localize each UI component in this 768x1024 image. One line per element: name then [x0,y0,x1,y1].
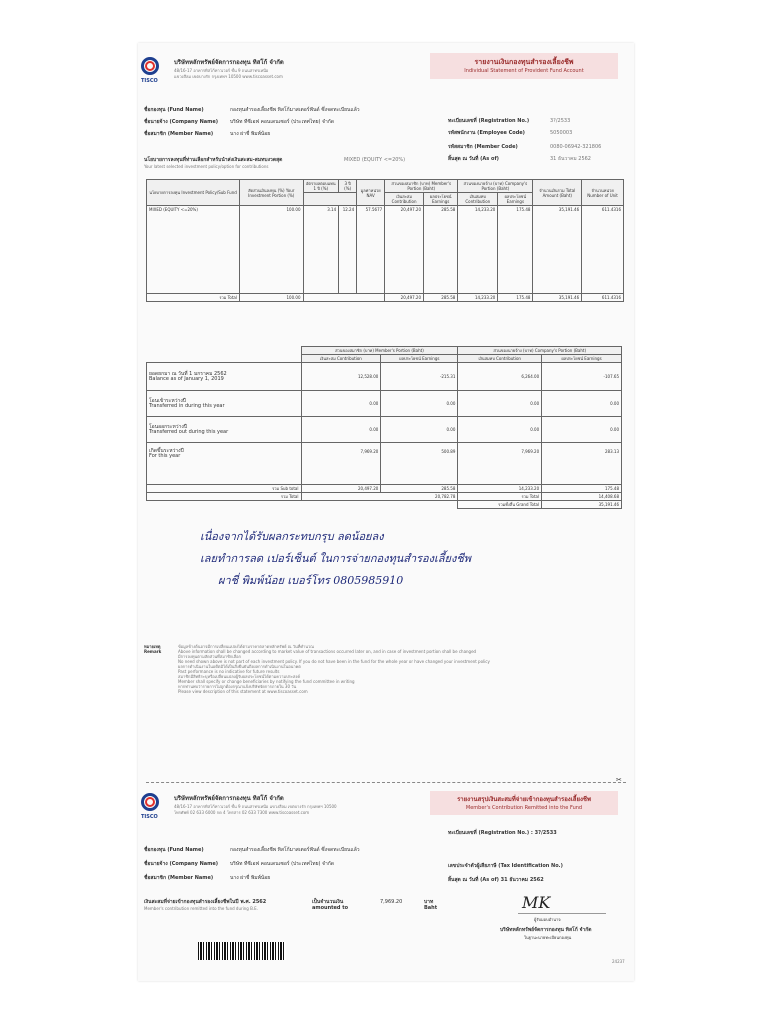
cell-company-contrib: 14,233.20 [458,206,498,294]
slip-title-th: รายงานสรุปเงินสะสมที่จ่ายเข้ากองทุนสำรองเลี้ยงชีพ [457,796,591,803]
row-label-th: เกิดขึ้นระหว่างปี [149,448,184,454]
company-address: 48/16-17 อาคารทิสโก้ทาวเวอร์ ชั้น 9 ถนนสาทรเหนือ [174,68,269,73]
cell-value: 0.00 [301,417,381,443]
cell-company-earn: 175.48 [498,206,533,294]
slip-member-value: นาง ผ่าชี่ พิมพ์น้อย [230,875,271,881]
member-code-label: รหัสสมาชิก (Member Code) [448,144,518,150]
cell-value: 0.00 [458,417,542,443]
cell-value: 500.89 [381,443,458,485]
summary-member-header: ส่วนของสมาชิก (บาท) Member's Portion (Baht) [301,347,458,355]
signer-label: ผู้รับมอบอำนาจ [534,917,561,922]
table-row [147,443,622,485]
total-units: 611.4316 [582,294,624,302]
remark-line: No need shown above is not part of each investment policy. If you do not have been in the fund for the whole year or have changed your investment policy [178,659,490,664]
cell-policy: MIXED (EQUITY <=20%) [147,206,240,294]
company-total-label: รวม Total [458,493,542,501]
total-label: รวม Total [147,294,240,302]
slip-amount: 7,969.20 [380,899,403,905]
subtotal-value: 14,233.20 [458,485,542,493]
remark-line: หากท่านพบว่ารายการไม่ถูกต้องกรุณาแจ้งบริษัทจัดการภายใน 30 วัน [178,684,297,689]
logo-text: TISCO [141,78,158,84]
cell-nav: 57.5677 [357,206,385,294]
cell-value: 0.00 [381,417,458,443]
slip-member-label: ชื่อสมาชิก (Member Name) [144,875,214,881]
table-row [147,206,624,294]
table-row [147,363,622,391]
row-label-en: For this year [149,453,181,459]
remarks-block [178,644,618,694]
total-company-earn: 175.48 [498,294,533,302]
row-label-th: ยอดยกมา ณ วันที่ 1 มกราคม 2562 [149,370,227,377]
member-total: 20,782.78 [301,493,458,501]
page-code: 24237 [612,959,625,964]
barcode-image [198,942,286,960]
remark-line: Past performance is no indicative for future results [178,669,280,674]
cell-portion: 100.00 [240,206,304,294]
summary-col-contrib2: เงินสมทบ Contribution [458,355,542,363]
company-name: บริษัทหลักทรัพย์จัดการกองทุน ทิสโก้ จำกัด [174,59,284,66]
slip-amount-label: เป็นจำนวนเงิน amounted to [312,899,349,911]
cell-value: 0.00 [542,391,622,417]
policy-value: MIXED (EQUITY <=20%) [344,157,406,163]
statement-title-en: Individual Statement of Provident Fund Account [464,68,584,74]
cell-return-3y: 12.24 [339,206,357,294]
total-member-earn: 285.58 [424,294,458,302]
employee-code-label: รหัสพนักงาน (Employee Code) [448,130,525,136]
total-portion: 100.00 [240,294,304,302]
investment-table [146,179,624,302]
row-label-en: Balance as of January 1, 2019 [149,375,224,382]
cell-value: -215.31 [381,363,458,391]
cell-value: 7,969.20 [458,443,542,485]
slip-asof: สิ้นสุด ณ วันที่ (As of) 31 ธันวาคม 2562 [448,877,544,883]
total-row [147,294,624,302]
cell-value: 0.00 [458,391,542,417]
employee-code-value: 5050003 [550,130,573,136]
remark-line: Member shall specify or change beneficiaries by notifying the fund committee in writing [178,679,355,684]
remark-line: สมาชิกมีสิทธิระบุหรือเปลี่ยนแปลงผู้รับผลประโยชน์ได้ตามความประสงค์ [178,674,301,679]
signer-role: ในฐานะนายทะเบียนกองทุน [524,935,572,940]
summary-company-header: ส่วนของนายจ้าง (บาท) Company's Portion (Baht) [458,347,622,355]
slip-company-label: ชื่อนายจ้าง (Company Name) [144,861,219,867]
subtotal-value: 175.48 [542,485,622,493]
slip-registration: ทะเบียนเลขที่ (Registration No.) : 3?/2533 [448,830,557,836]
statement-title-box [430,53,618,79]
slip-fund-label: ชื่อกองทุน (Fund Name) [144,847,204,853]
slip-title-en: Member's Contribution Remitted into the Fund [465,805,583,811]
fund-name-label: ชื่อกองทุน (Fund Name) [144,107,204,113]
slip-company-phone: โทรศัพท์ 02 633 6000 กด 4 โทรสาร 02 633 7300 www.tiscoasset.com [174,810,310,815]
as-of-label: สิ้นสุด ณ วันที่ (As of) [448,156,499,162]
scissors-icon: ✂ [616,776,622,784]
slip-logo-text: TISCO [141,814,158,820]
col-return-3y: 3 ปี (%) [339,180,357,193]
slip-company-address: 48/16-17 อาคารทิสโก้ทาวเวอร์ ชั้น 9 ถนนสาทรเหนือ แขวงสีลม เขตบางรัก กรุงเทพฯ 10500 [174,804,337,809]
policy-label: นโยบายการลงทุนที่ท่านเลือกสำหรับนำส่งเงินสะสม-สมทบงวดสุด [144,157,283,163]
cell-value: 6,264.00 [458,363,542,391]
remark-line: Please view description of this statement at www.tiscoasset.com [178,689,308,694]
total-label: รวม Total [147,493,302,501]
remark-line: ข้อมูลข้างต้นอาจมีการเปลี่ยนแปลงได้ตามราคาตลาดหลักทรัพย์ ณ วันที่คำนวณ [178,644,314,649]
handwritten-note-line-3: ผาชี่ พิมพ์น้อย เบอร์โทร 0805985910 [218,574,404,587]
company-name-value: บริษัท ทีซีเอฟ คอนเดนเซอร์ (ประเทศไทย) จำกัด [230,119,335,125]
company-total: 14,408.68 [542,493,622,501]
summary-col-earn2: ผลประโยชน์ Earnings [542,355,622,363]
col-member-contrib: เงินสะสม Contribution [385,193,424,206]
cell-units: 611.4316 [582,206,624,294]
tisco-logo-slip-icon [141,793,159,811]
col-company-earn: ผลประโยชน์ Earnings [498,193,533,206]
slip-company-name: บริษัทหลักทรัพย์จัดการกองทุน ทิสโก้ จำกัด [174,795,284,802]
slip-company-value: บริษัท ทีซีเอฟ คอนเดนเซอร์ (ประเทศไทย) จำกัด [230,861,335,867]
member-code-value: 0080-06942-321806 [550,144,602,150]
remark-line: ผลการดำเนินงานในอดีตมิได้เป็นสิ่งยืนยันถึงผลการดำเนินงานในอนาคต [178,664,301,669]
summary-corner [147,347,302,363]
registration-label: ทะเบียนเลขที่ (Registration No.) [448,118,530,124]
subtotal-value: 285.58 [381,485,458,493]
slip-fund-value: กองทุนสำรองเลี้ยงชีพ ทิสโก้มาสเตอร์ฟันด์ ซึ่งจดทะเบียนแล้ว [230,847,360,853]
table-row [147,391,622,417]
remarks-label: หมายเหตุ Remark [144,644,162,654]
total-amount: 35,191.46 [533,294,582,302]
row-label-th: โอนเข้าระหว่างปี [149,397,186,404]
signature-line [518,913,606,914]
cell-member-earn: 285.58 [424,206,458,294]
slip-amount-unit: บาท Baht [424,899,438,911]
handwritten-note-line-1: เนื่องจากได้รับผลกระทบกรุบ ลดน้อยลง [200,530,384,543]
cut-line [146,782,626,783]
table-row [147,417,622,443]
cell-value: 0.00 [301,391,381,417]
col-nav: มูลค่าหน่วย NAV [357,180,385,206]
signature: MK [522,893,551,912]
slip-contrib-label-en: Member's contribution remitted into the fund during B.E. [144,906,258,911]
member-name-label: ชื่อสมาชิก (Member Name) [144,131,214,137]
col-member-earn: ผลประโยชน์ Earnings [424,193,458,206]
grand-total-label: รวมทั้งสิ้น Grand Total [458,501,542,509]
row-label-en: Transferred in during this year [149,402,225,409]
summary-table [146,346,622,509]
row-label-th: โอนออกระหว่างปี [149,423,188,430]
grand-total-row [147,501,622,509]
summary-col-contrib: เงินสะสม Contribution [301,355,381,363]
col-portion: สัดส่วนเงินลงทุน (%) Your Investment Portion (%) [240,180,304,206]
slip-title-box [430,791,618,815]
cell-return-1y: 3.14 [303,206,339,294]
col-company-contrib: เงินสมทบ Contribution [458,193,498,206]
remark-line: มีการลงทุนตามสัดส่วนที่สมาชิกเลือก [178,654,241,659]
group-company: ส่วนของนายจ้าง (บาท) Company's Portion (Baht) [458,180,533,193]
grand-blank [147,501,458,509]
grand-total: 35,191.46 [542,501,622,509]
col-return-1y: อัตราผลตอบแทน 1 ปี (%) [303,180,339,193]
fund-name-value: กองทุนสำรองเลี้ยงชีพ ทิสโก้มาสเตอร์ฟันด์ ซึ่งจดทะเบียนแล้ว [230,107,360,113]
slip-contrib-label: เงินสะสมที่จ่ายเข้ากองทุนสำรองเลี้ยงชีพในปี พ.ศ. 2562 [144,899,267,905]
slip-tax-label: เลขประจำตัวผู้เสียภาษี (Tax Identification No.) [448,863,563,869]
statement-paper [138,43,634,981]
subtotal-value: 20,497.20 [301,485,381,493]
col-policy: นโยบายการลงทุน Investment Policy/Sub Fund [147,180,240,206]
cell-value: 0.00 [381,391,458,417]
member-name-value: นาง ผ่าชี่ พิมพ์น้อย [230,131,271,137]
cell-value: 12,528.00 [301,363,381,391]
summary-col-earn: ผลประโยชน์ Earnings [381,355,458,363]
col-units: จำนวนหน่วย Number of Unit [582,180,624,206]
company-name-label: ชื่อนายจ้าง (Company Name) [144,119,219,125]
col-total-amount: จำนวนเงินรวม Total Amount (Baht) [533,180,582,206]
cell-value: 7,969.20 [301,443,381,485]
as-of-value: 31 ธันวาคม 2562 [550,156,591,162]
cell-total-amount: 35,191.46 [533,206,582,294]
total-blank [303,294,385,302]
total-row [147,493,622,501]
row-label-en: Transferred out during this year [149,428,229,435]
signer-company: บริษัทหลักทรัพย์จัดการกองทุน ทิสโก้ จำกัด [500,927,592,933]
company-address-2: แขวงสีลม เขตบางรัก กรุงเทพฯ 10500 www.tiscoasset.com [174,74,283,79]
cell-value: 0.00 [542,417,622,443]
registration-value: 3?/2533 [550,118,571,124]
cell-value: 283.13 [542,443,622,485]
group-member: ส่วนของสมาชิก (บาท) Member's Portion (Baht) [385,180,458,193]
subtotal-label: รวม Sub total [147,485,302,493]
cell-value: -107.65 [542,363,622,391]
policy-label-en: Your latest selected investment policy/option for contributions [144,164,269,169]
statement-title-th: รายงานเงินกองทุนสำรองเลี้ยงชีพ [474,58,574,66]
subtotal-row [147,485,622,493]
handwritten-note-line-2: เลยทำการลด เปอร์เซ็นต์ ในการจ่ายกองทุนสำรองเลี้ยงชีพ [200,552,472,565]
remark-line: Above information shall be changed according to market value of transactions occurred later on, and in case of investment portion shall be changed [178,649,477,654]
cell-member-contrib: 20,497.20 [385,206,424,294]
tisco-logo-icon [141,57,159,75]
total-member-contrib: 20,497.20 [385,294,424,302]
total-company-contrib: 14,233.20 [458,294,498,302]
col-return-blank [303,193,357,206]
